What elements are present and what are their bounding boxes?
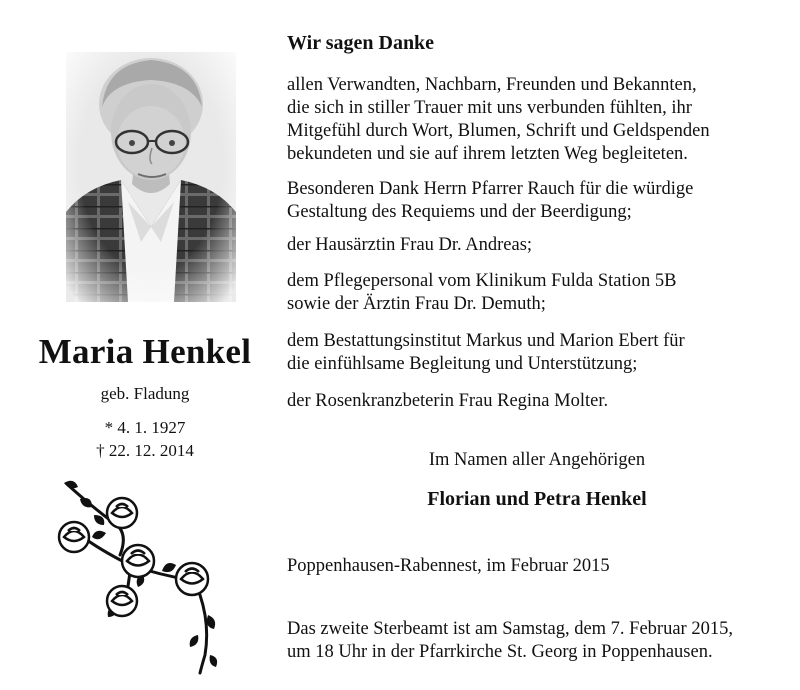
birth-date: * 4. 1. 1927 bbox=[104, 418, 186, 437]
text-line: Besonderen Dank Herrn Pfarrer Rauch für die würdige bbox=[287, 179, 694, 199]
thanks-paragraph-4 bbox=[287, 270, 767, 316]
thanks-paragraph-6 bbox=[287, 390, 767, 413]
text-line: Das zweite Sterbeamt ist am Samstag, dem 7. Februar 2015, bbox=[287, 619, 733, 639]
text-line: Gestaltung des Requiems und der Beerdigung; bbox=[287, 202, 632, 222]
text-line: um 18 Uhr in der Pfarrkirche St. Georg in Poppenhausen. bbox=[287, 642, 713, 662]
text-line: die einfühlsame Begleitung und Unterstützung; bbox=[287, 354, 638, 374]
text-line: allen Verwandten, Nachbarn, Freunden und Bekannten, bbox=[287, 75, 697, 95]
portrait-photo bbox=[66, 52, 236, 302]
service-info bbox=[287, 618, 767, 664]
thanks-paragraph-1 bbox=[287, 74, 767, 166]
signatories: Florian und Petra Henkel bbox=[427, 488, 647, 510]
text-line: dem Pflegepersonal vom Klinikum Fulda Station 5B bbox=[287, 271, 677, 291]
thanks-paragraph-2 bbox=[287, 178, 767, 224]
text-line: Mitgefühl durch Wort, Blumen, Schrift und Geldspenden bbox=[287, 121, 710, 141]
place-date: Poppenhausen-Rabennest, im Februar 2015 bbox=[287, 556, 610, 576]
deceased-name: Maria Henkel bbox=[38, 332, 252, 371]
rose-ornament-icon bbox=[50, 475, 230, 680]
maiden-name: geb. Fladung bbox=[100, 384, 190, 403]
text-line: dem Bestattungsinstitut Markus und Marion Ebert für bbox=[287, 331, 685, 351]
text-line: bekundeten und sie auf ihrem letzten Weg begleiteten. bbox=[287, 144, 688, 164]
text-line: sowie der Ärztin Frau Dr. Demuth; bbox=[287, 294, 546, 314]
text-line: die sich in stiller Trauer mit uns verbunden fühlten, ihr bbox=[287, 98, 692, 118]
thanks-paragraph-5 bbox=[287, 330, 767, 376]
in-name-of: Im Namen aller Angehörigen bbox=[428, 450, 646, 470]
text-line: der Rosenkranzbeterin Frau Regina Molter. bbox=[287, 391, 609, 411]
text-line: der Hausärztin Frau Dr. Andreas; bbox=[287, 235, 533, 255]
notice-heading: Wir sagen Danke bbox=[287, 32, 435, 54]
death-date: † 22. 12. 2014 bbox=[96, 441, 194, 460]
thanks-paragraph-3 bbox=[287, 234, 767, 257]
